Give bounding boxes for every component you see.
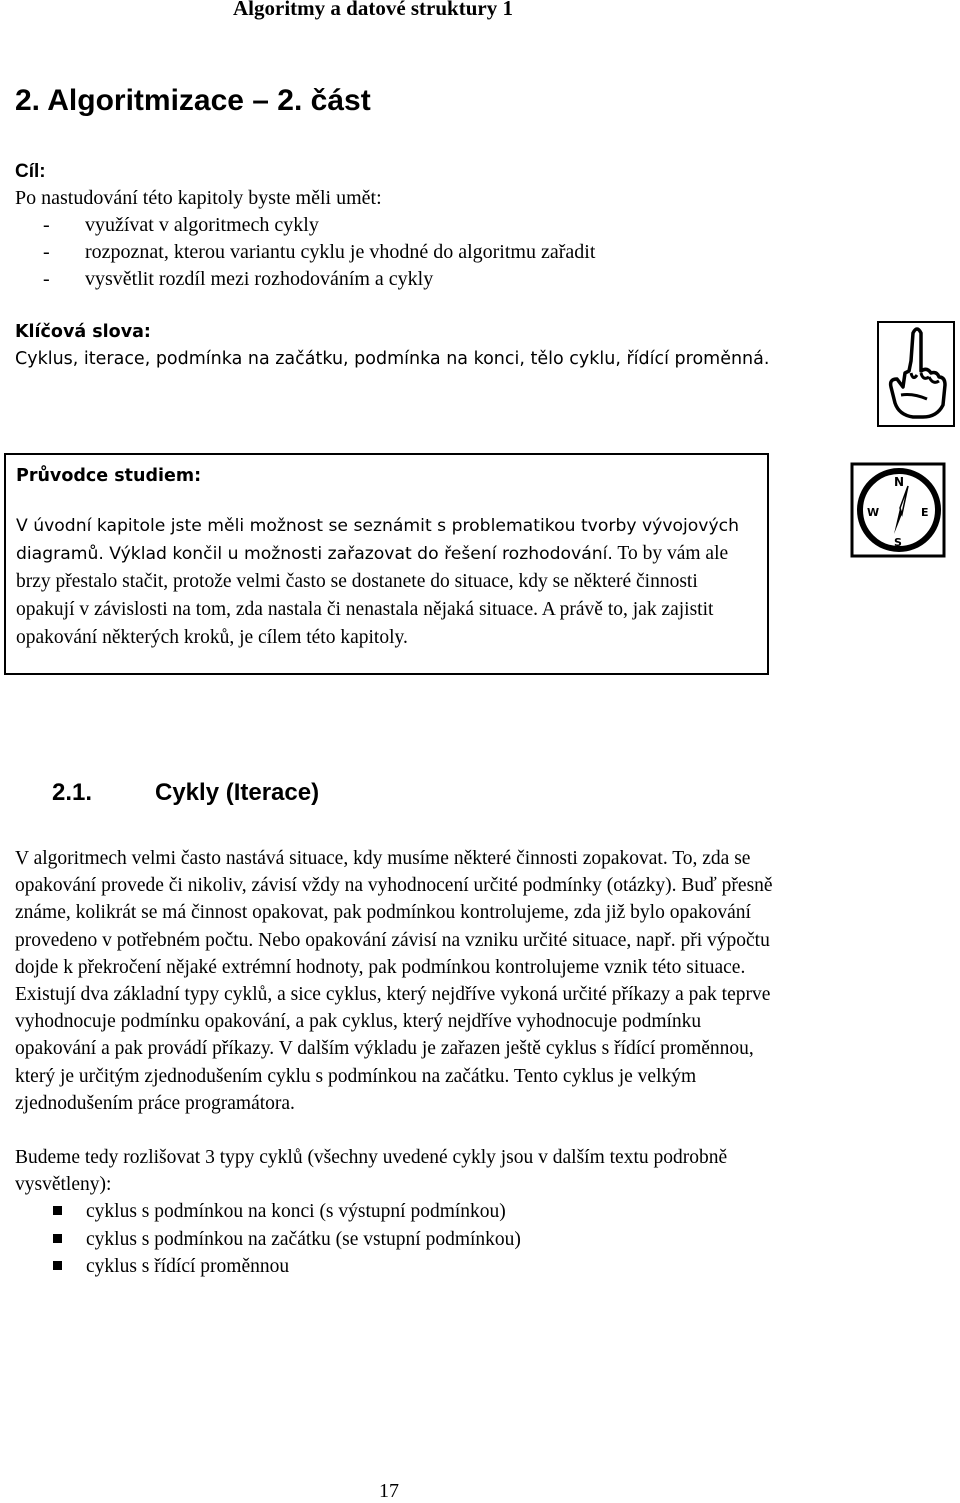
svg-text:E: E bbox=[921, 506, 929, 519]
list-item bbox=[15, 1198, 775, 1225]
goal-label: Cíl: bbox=[15, 161, 46, 182]
paragraph: V algoritmech velmi často nastává situace, kdy musíme některé činnosti zopakovat. To, zda se opakování provede či nikoliv, závisí vždy na vyhodnocení určité podmínky (otázky). Buď přesně známe, kolikrát se má činnost opakovat, pak podmínkou kontrolujeme, zda již bylo opakování provedeno v potřebném počtu. Nebo opakování závisí na vzniku určité situace, např. při výpočtu dojde k překročení nějaké extrémní hodnoty, pak podmínkou kontrolujeme vznik této situace. bbox=[15, 848, 773, 978]
keywords-label: Klíčová slova: bbox=[15, 322, 151, 342]
chapter-title: 2. Algoritmizace – 2. část bbox=[15, 84, 371, 117]
list-item-text: cyklus s podmínkou na konci (s výstupní podmínkou) bbox=[86, 1201, 506, 1223]
study-guide-label: Průvodce studiem: bbox=[16, 466, 202, 486]
goal-item-text: využívat v algoritmech cykly bbox=[85, 214, 319, 236]
list-item-text: cyklus s řídící proměnnou bbox=[86, 1255, 290, 1277]
cycle-types-list bbox=[15, 1198, 775, 1280]
goal-section bbox=[15, 158, 815, 293]
section-body bbox=[15, 845, 775, 1280]
goal-item bbox=[15, 266, 815, 293]
svg-text:N: N bbox=[894, 475, 905, 489]
goal-list bbox=[15, 212, 815, 293]
paragraph: Existují dva základní typy cyklů, a sice cyklus, který nejdříve vykoná určité příkazy a pak teprve vyhodnocuje podmínku opakování, a pak cyklus, který nejdříve vyhodnocuje podmínku opakování a pak provádí příkazy. V dalším výkladu je zařazen ještě cyklus s řídící proměnnou, který je určitým zjednodušením cyklu s podmínkou na začátku. Tento cyklus je velkým zjednodušením práce programátora. bbox=[15, 984, 771, 1114]
running-header: Algoritmy a datové struktury 1 bbox=[233, 0, 513, 20]
study-guide-text-part1: V úvodní kapitole jste měli možnost se seznámit s problematikou tvorby vývojových diagramů. Výklad končil u možnosti zařazovat do řešení rozhodování. bbox=[16, 516, 739, 564]
goal-item bbox=[15, 239, 815, 266]
paragraph: Budeme tedy rozlišovat 3 typy cyklů (všechny uvedené cykly jsou v dalším textu podrobně vysvětleny): bbox=[15, 1147, 728, 1196]
page-number: 17 bbox=[379, 1480, 399, 1502]
study-guide-box bbox=[4, 453, 769, 675]
list-item bbox=[15, 1253, 775, 1280]
keywords-section bbox=[15, 319, 805, 373]
section-title: Cykly (Iterace) bbox=[155, 779, 320, 806]
section-heading bbox=[52, 779, 319, 807]
goal-item bbox=[15, 212, 815, 239]
list-item-text: cyklus s podmínkou na začátku (se vstupní podmínkou) bbox=[86, 1228, 521, 1250]
study-guide-text bbox=[16, 513, 757, 652]
list-dash: - bbox=[43, 214, 50, 236]
study-guide-text-part2: To by vám ale brzy přestalo stačit, protože velmi často se dostanete do situace, kdy se některé činnosti opakují v závislosti na tom, zda nastala či nenastala nějaká situace. A právě to, jak zajistit opakování některých kroků, je cílem této kapitoly. bbox=[16, 543, 729, 648]
goal-intro: Po nastudování této kapitoly byste měli umět: bbox=[15, 187, 382, 209]
svg-text:W: W bbox=[867, 506, 880, 519]
list-dash: - bbox=[43, 268, 50, 290]
list-item bbox=[15, 1226, 775, 1253]
section-number: 2.1. bbox=[52, 779, 93, 806]
square-bullet-icon bbox=[53, 1206, 62, 1215]
square-bullet-icon bbox=[53, 1261, 62, 1270]
list-dash: - bbox=[43, 241, 50, 263]
svg-text:S: S bbox=[894, 536, 902, 549]
compass-icon bbox=[850, 462, 946, 558]
keywords-text: Cyklus, iterace, podmínka na začátku, podmínka na konci, tělo cyklu, řídící proměnná. bbox=[15, 349, 770, 369]
goal-item-text: vysvětlit rozdíl mezi rozhodováním a cykly bbox=[85, 268, 434, 290]
pointing-hand-icon bbox=[877, 321, 955, 427]
square-bullet-icon bbox=[53, 1234, 62, 1243]
goal-item-text: rozpoznat, kterou variantu cyklu je vhodné do algoritmu zařadit bbox=[85, 241, 596, 263]
